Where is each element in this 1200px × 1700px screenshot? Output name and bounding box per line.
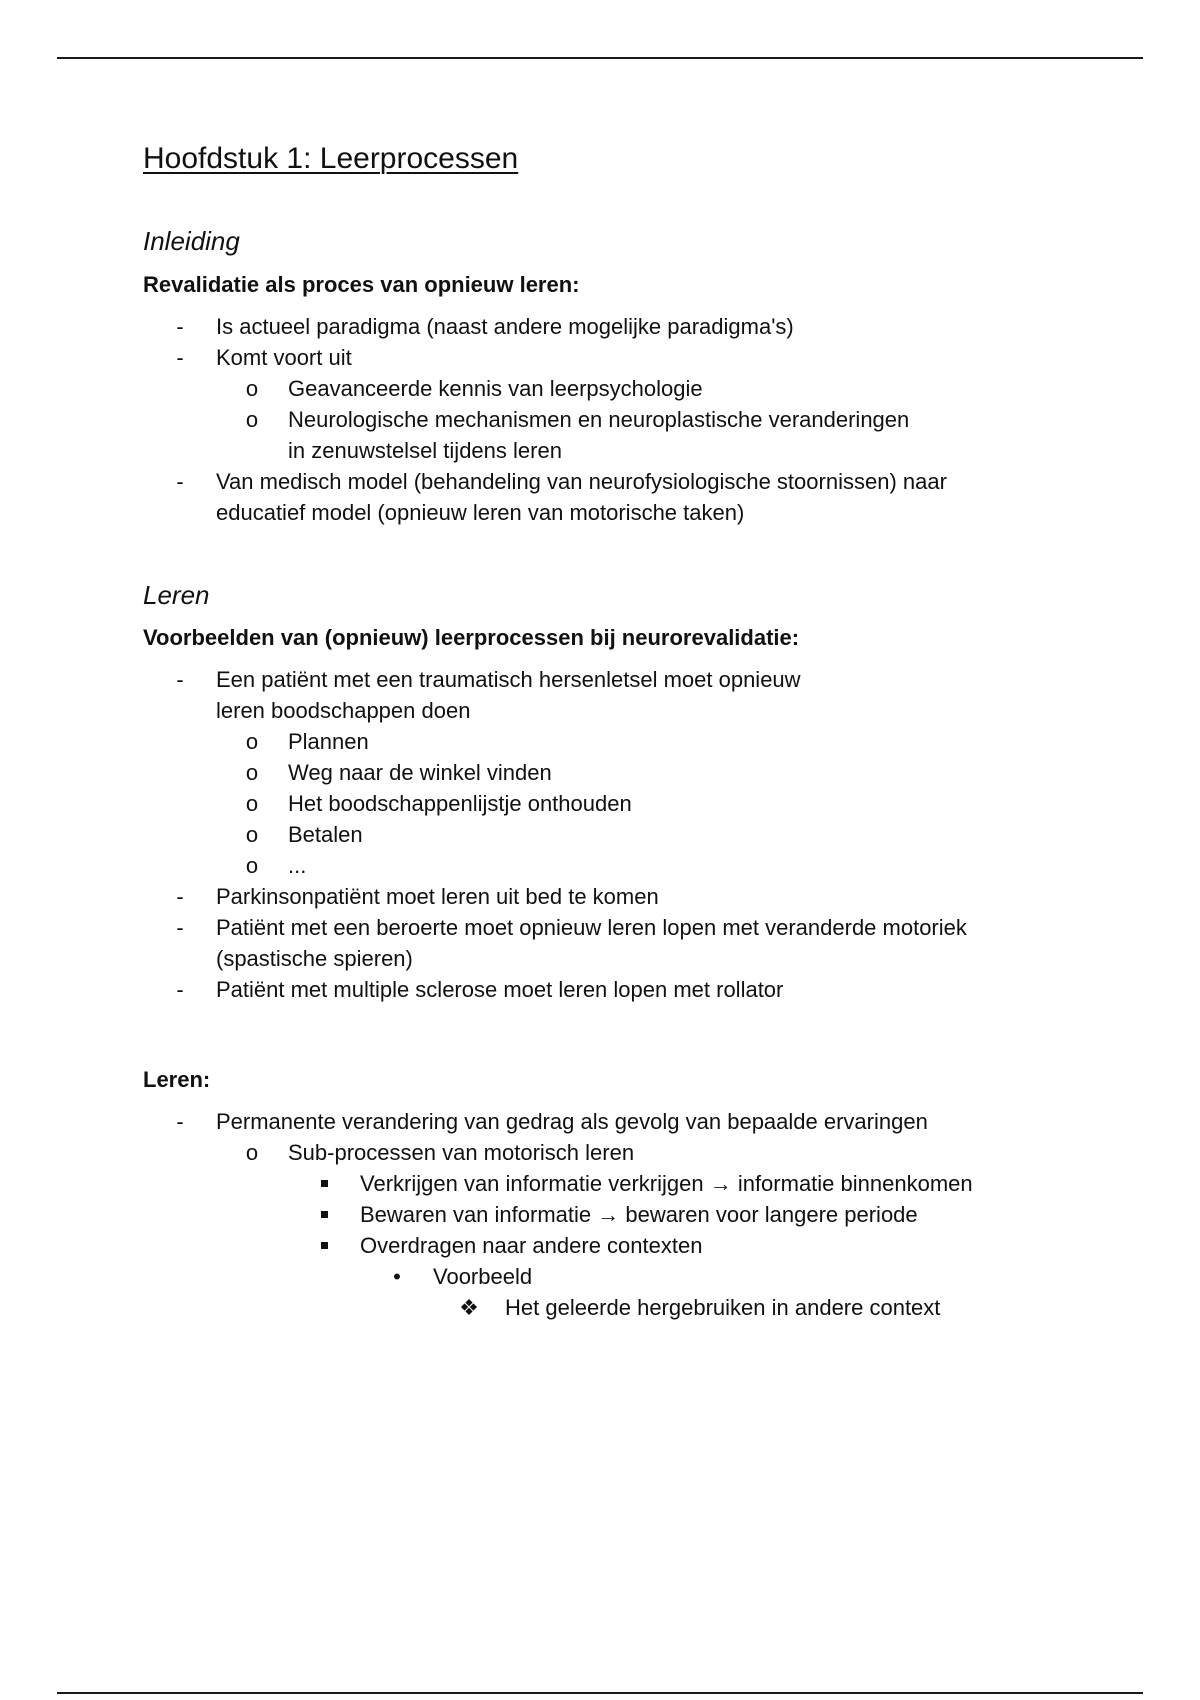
list-item: o Neurologische mechanismen en neuroplastische veranderingen in zenuwstelsel tijdens leren — [143, 404, 1063, 466]
document-body — [143, 142, 1063, 1323]
dash-bullet-icon: - — [176, 469, 184, 494]
list-voorbeelden — [143, 664, 1063, 1005]
list-item: - Patiënt met een beroerte moet opnieuw leren lopen met veranderde motoriek (spastische spieren) — [143, 912, 1063, 974]
circle-bullet-icon: o — [245, 407, 259, 432]
circle-bullet-icon: o — [245, 760, 259, 785]
dash-bullet-icon: - — [176, 1109, 184, 1134]
list-item: - Komt voort uit — [143, 342, 1063, 373]
circle-bullet-icon: o — [245, 822, 259, 847]
circle-bullet-icon: o — [245, 791, 259, 816]
list-item: o Geavanceerde kennis van leerpsychologie — [143, 373, 1063, 404]
dash-bullet-icon: - — [176, 884, 184, 909]
circle-bullet-icon: o — [245, 853, 259, 878]
dash-bullet-icon: - — [176, 345, 184, 370]
list-item: Verkrijgen van informatie verkrijgen → informatie binnenkomen — [143, 1168, 1063, 1199]
header-rule — [57, 57, 1143, 59]
list-inleiding — [143, 311, 1063, 528]
list-item: o Betalen — [143, 819, 1063, 850]
diamond-bullet-icon: ❖ — [459, 1295, 479, 1320]
list-item: Overdragen naar andere contexten — [143, 1230, 1063, 1261]
list-item: - Parkinsonpatiënt moet leren uit bed te komen — [143, 881, 1063, 912]
list-item: - Is actueel paradigma (naast andere mogelijke paradigma's) — [143, 311, 1063, 342]
square-bullet-icon — [314, 1230, 334, 1261]
footer-rule — [57, 1692, 1143, 1694]
subheading-voorbeelden: Voorbeelden van (opnieuw) leerprocessen bij neurorevalidatie: — [143, 625, 800, 650]
list-leren-definitie — [143, 1106, 1063, 1323]
dash-bullet-icon: - — [176, 667, 184, 692]
dot-bullet-icon: • — [393, 1264, 401, 1289]
page-title: Hoofdstuk 1: Leerprocessen — [143, 142, 519, 175]
list-item: o Plannen — [143, 726, 1063, 757]
list-item: • Voorbeeld — [143, 1261, 1063, 1292]
subheading-revalidatie: Revalidatie als proces van opnieuw leren: — [143, 272, 580, 297]
list-item: o ... — [143, 850, 1063, 881]
list-item: o Sub-processen van motorisch leren — [143, 1137, 1063, 1168]
list-item: ❖ Het geleerde hergebruiken in andere context — [143, 1292, 1063, 1323]
square-bullet-icon — [314, 1168, 334, 1199]
dash-bullet-icon: - — [176, 915, 184, 940]
circle-bullet-icon: o — [245, 376, 259, 401]
list-item: - Een patiënt met een traumatisch hersenletsel moet opnieuw leren boodschappen doen — [143, 664, 1063, 726]
list-item: - Patiënt met multiple sclerose moet leren lopen met rollator — [143, 974, 1063, 1005]
dash-bullet-icon: - — [176, 314, 184, 339]
list-item: - Van medisch model (behandeling van neurofysiologische stoornissen) naar educatief model (opnieuw leren van motorische taken) — [143, 466, 1063, 528]
list-item: Bewaren van informatie → bewaren voor langere periode — [143, 1199, 1063, 1230]
square-bullet-icon — [314, 1199, 334, 1230]
circle-bullet-icon: o — [245, 729, 259, 754]
section-heading-inleiding: Inleiding — [143, 226, 240, 256]
list-item: - Permanente verandering van gedrag als gevolg van bepaalde ervaringen — [143, 1106, 1063, 1137]
circle-bullet-icon: o — [245, 1140, 259, 1165]
list-item: o Weg naar de winkel vinden — [143, 757, 1063, 788]
list-item: o Het boodschappenlijstje onthouden — [143, 788, 1063, 819]
subheading-leren-definitie: Leren: — [143, 1067, 211, 1092]
dash-bullet-icon: - — [176, 977, 184, 1002]
section-heading-leren: Leren — [143, 580, 210, 610]
